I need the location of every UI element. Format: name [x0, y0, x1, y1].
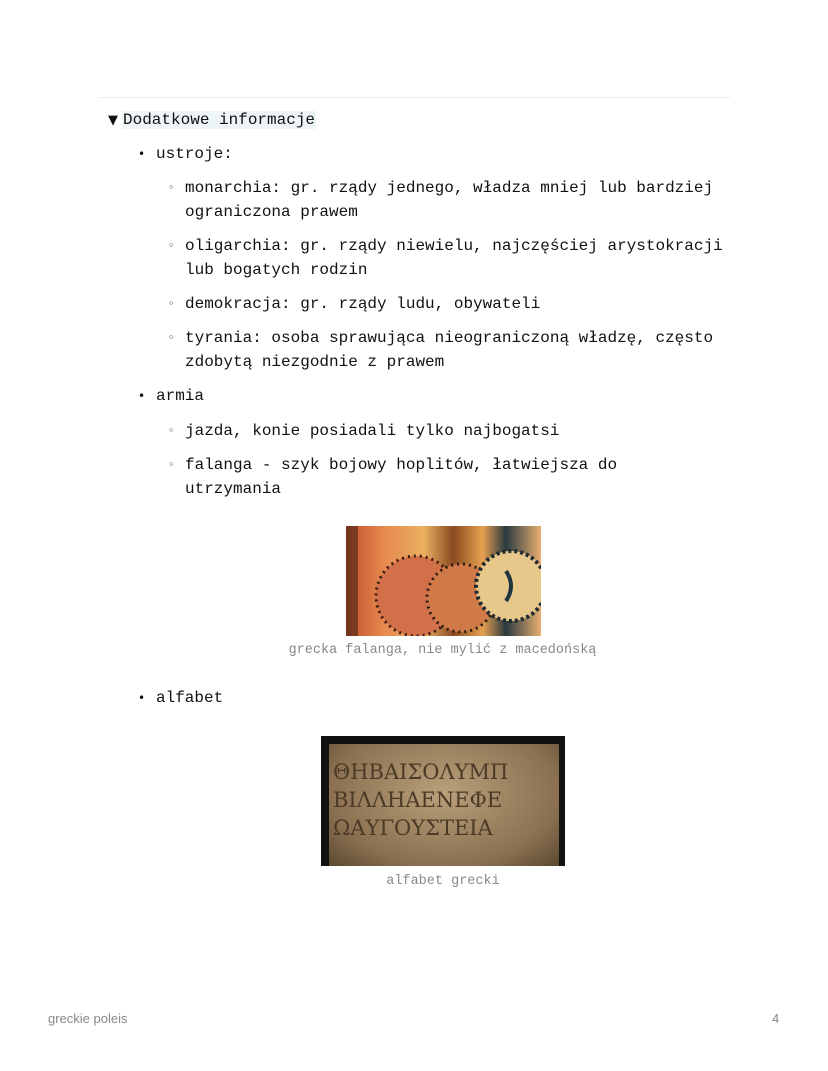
list-item — [138, 384, 204, 408]
figure-caption: alfabet grecki — [386, 874, 500, 889]
inscription-line: ΩΑΥΓΟΥΣΤΕΙΑ — [333, 816, 493, 840]
list-item — [168, 453, 655, 501]
list-item-label: jazda, konie posiadali tylko najbogatsi — [185, 422, 560, 440]
triangle-down-icon: ▼ — [108, 113, 118, 128]
list-item — [138, 686, 223, 710]
list-item — [168, 419, 745, 443]
list-item-label: ustroje: — [156, 145, 233, 163]
circle-bullet-icon: ◦ — [168, 239, 175, 252]
list-item — [168, 326, 745, 374]
footer-title: greckie poleis — [48, 1011, 128, 1026]
circle-bullet-icon: ◦ — [168, 458, 175, 471]
phalanx-image — [346, 526, 541, 636]
circle-bullet-icon: ◦ — [168, 181, 175, 194]
list-item-label: falanga - szyk bojowy hoplitów, łatwiejsza do utrzymania — [185, 456, 618, 498]
bullet-icon: • — [138, 389, 146, 403]
circle-bullet-icon: ◦ — [168, 424, 175, 437]
details-toggle[interactable] — [108, 109, 316, 132]
list-item — [138, 142, 233, 166]
list-item-label: monarchia: gr. rządy jednego, władza mniej lub bardziej ograniczona prawem — [185, 179, 714, 221]
list-item — [168, 176, 745, 224]
circle-bullet-icon: ◦ — [168, 331, 175, 344]
details-summary: Dodatkowe informacje — [123, 111, 316, 129]
divider — [98, 97, 730, 98]
circle-bullet-icon: ◦ — [168, 297, 175, 310]
phalanx-illustration — [346, 526, 541, 636]
page-number: 4 — [772, 1011, 780, 1026]
list-item-label: demokracja: gr. rządy ludu, obywateli — [185, 295, 541, 313]
inscription-line: ΘΗΒΑΙΣΟΛΥΜΠ — [333, 760, 509, 784]
list-item-label: armia — [156, 387, 205, 405]
list-item — [168, 292, 745, 316]
list-item-label: alfabet — [156, 689, 224, 707]
list-item-label: oligarchia: gr. rządy niewielu, najczęściej arystokracji lub bogatych rodzin — [185, 237, 723, 279]
bullet-icon: • — [138, 691, 146, 705]
inscription-line: ΒΙΛΛΗΑΕΝΕΦΕ — [333, 788, 503, 812]
list-item — [168, 234, 745, 282]
figure-caption: grecka falanga, nie mylić z macedońską — [288, 643, 597, 658]
list-item-label: tyrania: osoba sprawująca nieograniczoną władzę, często zdobytą niezgodnie z prawem — [185, 329, 714, 371]
greek-inscription-image — [321, 736, 565, 866]
bullet-icon: • — [138, 147, 146, 161]
